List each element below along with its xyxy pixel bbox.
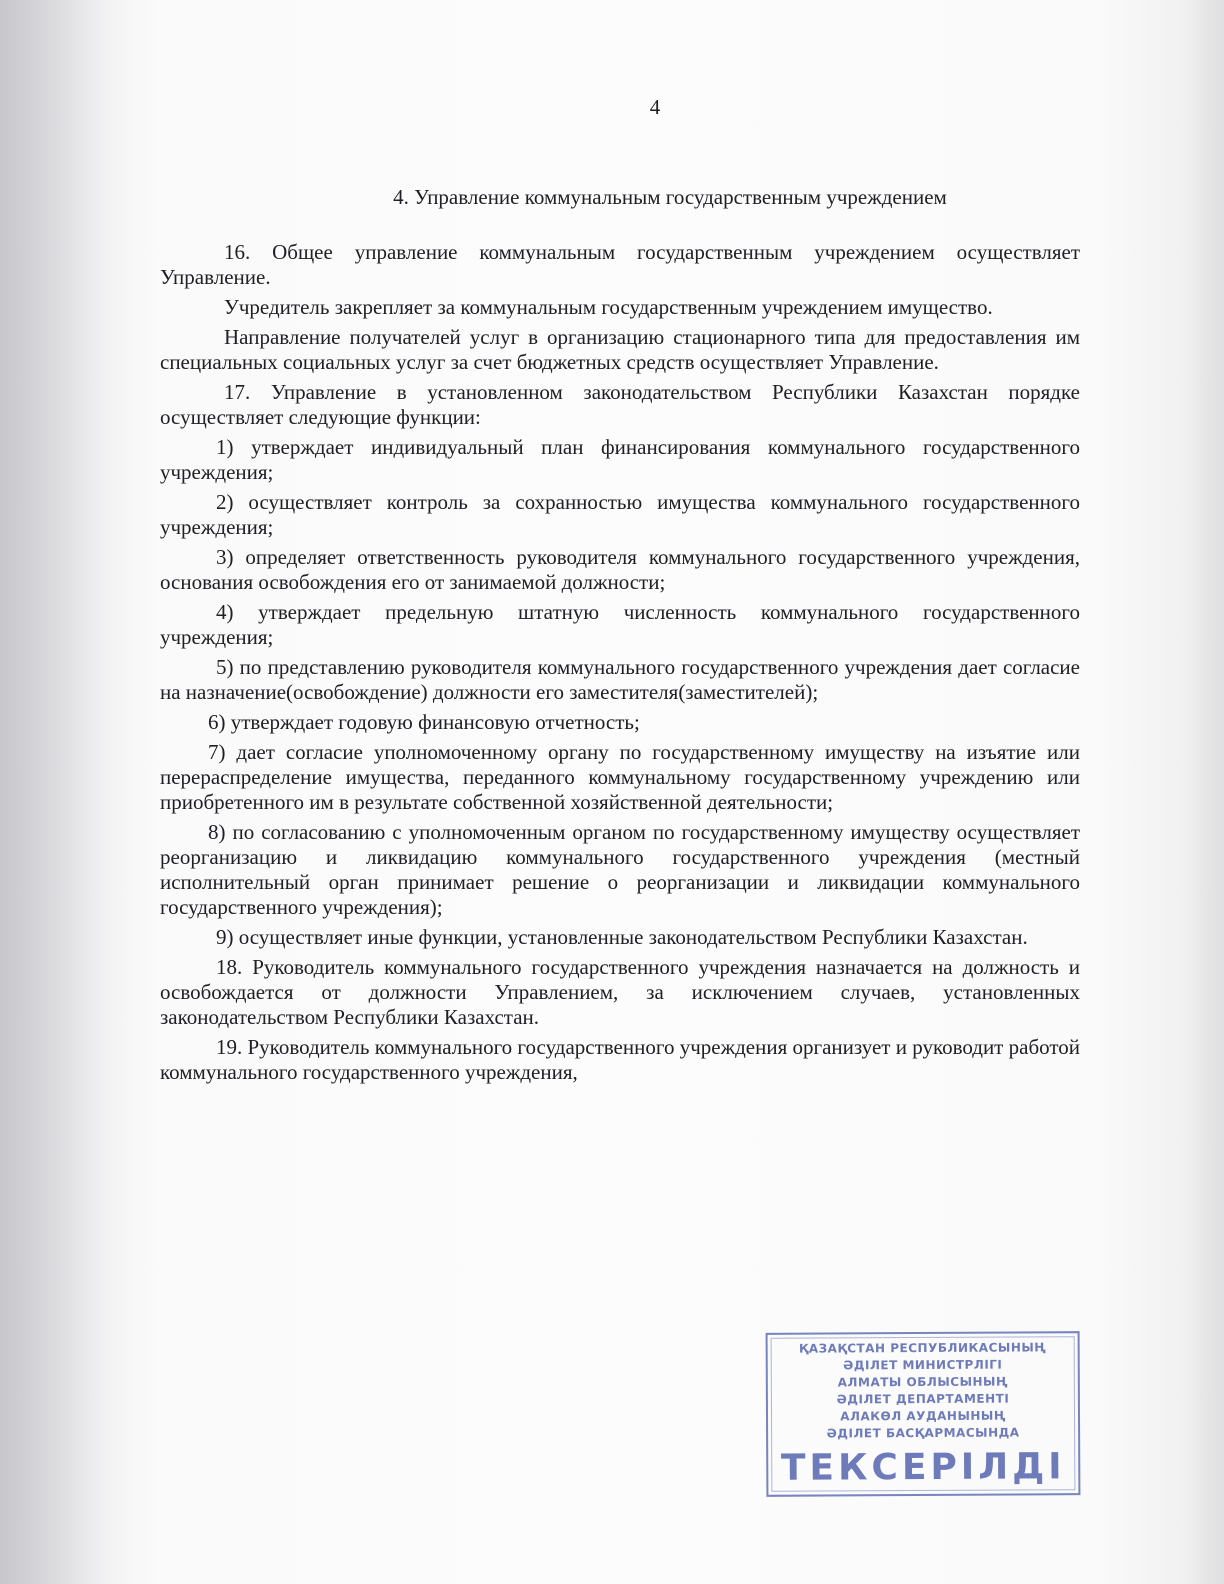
paragraph-16: 16. Общее управление коммунальным государственным учреждением осуществляет Управление.: [160, 240, 1080, 289]
stamp-line: ҚАЗАҚСТАН РЕСПУБЛИКАСЫНЫҢ: [798, 1340, 1047, 1356]
stamp-verified-text: ТЕКСЕРІЛДІ: [780, 1446, 1066, 1489]
paragraph-19: 19. Руководитель коммунального государственного учреждения организует и руководит работой коммунального государственного учреждения,: [160, 1035, 1080, 1084]
stamp-line: АЛАКӨЛ АУДАНЫНЫҢ: [840, 1408, 1006, 1424]
stamp-line: ӘДІЛЕТ МИНИСТРЛІГІ: [843, 1357, 1003, 1373]
paragraph-17: 17. Управление в установленном законодательством Республики Казахстан порядке осуществляет следующие функции:: [160, 380, 1080, 429]
paragraph-founder: Учредитель закрепляет за коммунальным государственным учреждением имущество.: [224, 295, 993, 319]
scan-shadow-right: [1184, 0, 1224, 1584]
list-item-3: 3) определяет ответственность руководителя коммунального государственного учреждения, основания освобождения его от занимаемой должности;: [160, 545, 1080, 594]
list-item-5: 5) по представлению руководителя коммунального государственного учреждения дает согласие на назначение(освобождение) должности его заместителя(заместителей);: [160, 655, 1080, 704]
page-number: 4: [649, 95, 661, 119]
list-item-8: 8) по согласованию с уполномоченным органом по государственному имуществу осуществляет реорганизацию и ликвидацию коммунального государственного учреждения (местный исполнительный орган принимает решение о реорганизации и ликвидации коммунального государственного учреждения);: [160, 820, 1080, 919]
list-item-2: 2) осуществляет контроль за сохранностью имущества коммунального государственного учреждения;: [160, 490, 1080, 539]
list-item-9: 9) осуществляет иные функции, установленные законодательством Республики Казахстан.: [216, 925, 1028, 949]
paragraph-referral: Направление получателей услуг в организацию стационарного типа для предоставления им специальных социальных услуг за счет бюджетных средств осуществляет Управление.: [160, 325, 1080, 374]
paragraph-18: 18. Руководитель коммунального государственного учреждения назначается на должность и освобождается от должности Управлением, за исключением случаев, установленных законодательством Республики Казахстан.: [160, 955, 1080, 1029]
document-body: [160, 95, 1080, 1090]
stamp-line: ӘДІЛЕТ ДЕПАРТАМЕНТІ: [836, 1391, 1010, 1407]
list-item-4: 4) утверждает предельную штатную численность коммунального государственного учреждения;: [160, 600, 1080, 649]
verification-stamp: [766, 1331, 1081, 1497]
section-heading: 4. Управление коммунальным государственным учреждением: [393, 185, 947, 209]
list-item-1: 1) утверждает индивидуальный план финансирования коммунального государственного учреждения;: [160, 435, 1080, 484]
list-item-7: 7) дает согласие уполномоченному органу по государственному имуществу на изъятие или перераспределение имущества, переданного коммунальному государственному учреждению или приобретенного им в результате собственной хозяйственной деятельности;: [160, 740, 1080, 814]
list-item-6: 6) утверждает годовую финансовую отчетность;: [208, 710, 640, 734]
stamp-line: АЛМАТЫ ОБЛЫСЫНЫҢ: [837, 1374, 1008, 1390]
stamp-line: ӘДІЛЕТ БАСҚАРМАСЫНДА: [826, 1425, 1020, 1441]
scan-shadow-left: [0, 0, 130, 1584]
